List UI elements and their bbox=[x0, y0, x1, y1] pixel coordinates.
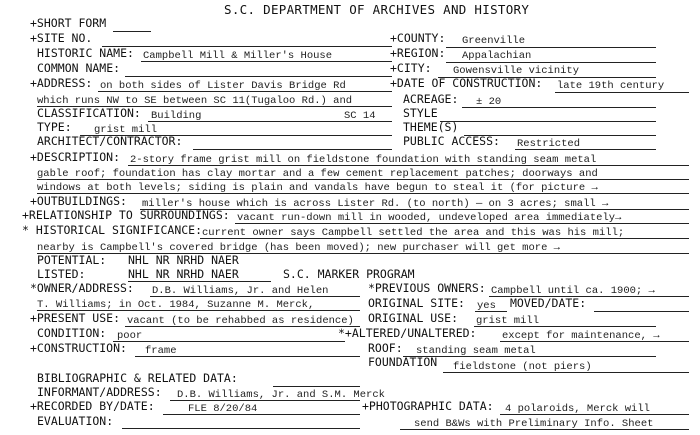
classification-value: Building bbox=[151, 110, 202, 122]
informant-value: D.B. Williams, Jr. and S.M. Merck bbox=[177, 389, 385, 401]
style-line bbox=[440, 121, 656, 122]
city-value: Gowensville vicinity bbox=[453, 65, 580, 77]
present-use-label: +PRESENT USE: bbox=[30, 311, 121, 325]
historical-significance-label: * HISTORICAL SIGNIFICANCE: bbox=[22, 223, 203, 237]
description-label: +DESCRIPTION: bbox=[30, 150, 121, 164]
county-value: Greenville bbox=[462, 35, 526, 47]
recorded-by-label: +RECORDED BY/DATE: bbox=[30, 399, 155, 413]
informant-label: INFORMANT/ADDRESS: bbox=[37, 385, 162, 399]
short-form-line bbox=[113, 31, 151, 32]
construction-label: +CONSTRUCTION: bbox=[30, 341, 127, 355]
common-name-label: COMMON NAME: bbox=[37, 61, 121, 75]
owner-address-label: *OWNER/ADDRESS: bbox=[30, 281, 134, 295]
classification-label: CLASSIFICATION: bbox=[37, 106, 141, 120]
evaluation-line bbox=[122, 428, 360, 429]
roof-line bbox=[403, 356, 656, 357]
form-title: S.C. DEPARTMENT OF ARCHIVES AND HISTORY bbox=[224, 2, 530, 17]
present-use-value: vacant (to be rehabbed as residence) bbox=[127, 315, 354, 327]
public-access-label: PUBLIC ACCESS: bbox=[403, 134, 500, 148]
outbuildings-value: miller's house which is across Lister Rd. (to north) — on 3 acres; small → bbox=[142, 198, 609, 210]
type-label: TYPE: bbox=[37, 120, 72, 134]
condition-value: poor bbox=[117, 330, 143, 342]
outbuildings-label: +OUTBUILDINGS: bbox=[30, 194, 127, 208]
site-no-label: +SITE NO. bbox=[30, 31, 93, 45]
roof-label: ROOF: bbox=[368, 341, 403, 355]
foundation-value: fieldstone (not piers) bbox=[453, 361, 592, 373]
date-of-construction-line bbox=[555, 92, 689, 93]
historic-name-value: Campbell Mill & Miller's House bbox=[143, 50, 333, 62]
description-line-1: 2-story frame grist mill on fieldstone foundation with standing seam metal bbox=[130, 154, 597, 166]
region-value: Appalachian bbox=[462, 50, 532, 62]
owner-line-1: D.B. Williams, Jr. and Helen bbox=[152, 285, 329, 297]
description-line-2: gable roof; foundation has clay mortar and a few cement replacement patches; doorways and bbox=[37, 168, 598, 180]
photo-line-1: 4 polaroids, Merck will bbox=[505, 403, 650, 415]
original-use-label: ORIGINAL USE: bbox=[368, 311, 459, 325]
altered-value: except for maintenance, → bbox=[502, 330, 660, 342]
public-access-line bbox=[515, 149, 656, 150]
bibliographic-line bbox=[273, 386, 360, 387]
county-label: +COUNTY: bbox=[390, 31, 446, 45]
condition-line bbox=[113, 341, 345, 342]
condition-label: CONDITION: bbox=[37, 326, 107, 340]
foundation-label: FOUNDATION bbox=[368, 355, 438, 369]
short-form-label: +SHORT FORM bbox=[30, 16, 107, 30]
relationship-value: vacant run-down mill in wooded, undeveloped area immediately→ bbox=[237, 212, 622, 224]
public-access-value: Restricted bbox=[517, 138, 581, 150]
description-line-2-rule bbox=[37, 179, 689, 180]
site-no-line bbox=[102, 46, 392, 47]
recorded-by-line bbox=[163, 414, 360, 415]
architect-label: ARCHITECT/CONTRACTOR: bbox=[37, 134, 183, 148]
construction-line bbox=[135, 356, 360, 357]
significance-line-2: nearby is Campbell's covered bridge (has been moved); new purchaser will get more → bbox=[37, 242, 560, 254]
address-label: +ADDRESS: bbox=[30, 76, 93, 90]
acreage-line bbox=[462, 107, 656, 108]
foundation-line bbox=[443, 372, 689, 373]
original-use-line bbox=[474, 326, 656, 327]
listed-label: LISTED: bbox=[37, 267, 86, 281]
significance-line-1: current owner says Campbell settled the area and this was his mill; bbox=[202, 227, 625, 239]
address-line-2: which runs NW to SE between SC 11(Tugaloo Rd.) and bbox=[37, 95, 353, 107]
informant-line bbox=[170, 400, 360, 401]
roof-value: standing seam metal bbox=[416, 345, 536, 357]
potential-label: POTENTIAL: bbox=[37, 253, 107, 267]
description-line-3: windows at both levels; siding is plain and vandals have begun to steal it (for picture → bbox=[37, 182, 598, 194]
photo-line-1-rule bbox=[500, 414, 689, 415]
recorded-by-value: FLE 8/20/84 bbox=[188, 403, 258, 415]
previous-owners-label: *PREVIOUS OWNERS: bbox=[368, 281, 486, 295]
evaluation-label: EVALUATION: bbox=[37, 414, 114, 428]
bibliographic-label: BIBLIOGRAPHIC & RELATED DATA: bbox=[37, 371, 238, 385]
common-name-line bbox=[125, 76, 392, 77]
photo-line-2-rule bbox=[400, 429, 689, 430]
altered-line bbox=[500, 341, 689, 342]
previous-owners-value: Campbell until ca. 1900; → bbox=[491, 285, 655, 297]
owner-line-1-rule bbox=[150, 296, 360, 297]
classification-line bbox=[148, 121, 392, 122]
date-of-construction-value: late 19th century bbox=[557, 80, 665, 92]
county-line bbox=[446, 47, 656, 48]
photo-line-2: send B&Ws with Preliminary Info. Sheet bbox=[414, 418, 654, 430]
region-line bbox=[446, 62, 656, 63]
region-label: +REGION: bbox=[390, 46, 446, 60]
construction-value: frame bbox=[145, 345, 177, 357]
present-use-line bbox=[125, 326, 360, 327]
original-use-value: grist mill bbox=[476, 315, 540, 327]
photographic-data-label: +PHOTOGRAPHIC DATA: bbox=[362, 399, 494, 413]
original-site-label: ORIGINAL SITE: bbox=[368, 296, 465, 310]
relationship-label: +RELATIONSHIP TO SURROUNDINGS: bbox=[22, 208, 230, 222]
altered-label: *+ALTERED/UNALTERED: bbox=[338, 326, 477, 340]
historic-name-line bbox=[141, 61, 392, 62]
address-line-1-rule bbox=[98, 91, 392, 92]
listed-codes: NHL NR NRHD NAER bbox=[128, 267, 239, 281]
owner-line-2: T. Williams; in Oct. 1984, Suzanne M. Merck, bbox=[37, 299, 315, 311]
acreage-label: ACREAGE: bbox=[403, 92, 459, 106]
description-line-3-rule bbox=[37, 193, 689, 194]
original-site-line bbox=[475, 311, 507, 312]
moved-date-line bbox=[594, 311, 689, 312]
address-line-1: on both sides of Lister Davis Bridge Rd bbox=[100, 80, 346, 92]
description-line-1-rule bbox=[128, 165, 689, 166]
type-value: grist mill bbox=[94, 124, 158, 136]
relationship-line bbox=[235, 223, 689, 224]
significance-line-1-rule bbox=[200, 238, 689, 239]
classification-road: SC 14 bbox=[344, 110, 376, 122]
architect-line bbox=[193, 149, 392, 150]
potential-codes: NHL NR NRHD NAER bbox=[128, 253, 239, 267]
style-label: STYLE bbox=[403, 106, 438, 120]
original-site-value: yes bbox=[477, 300, 496, 312]
themes-label: THEME(S) bbox=[403, 120, 459, 134]
city-label: +CITY: bbox=[390, 61, 432, 75]
marker-program-label: S.C. MARKER PROGRAM bbox=[283, 267, 415, 281]
moved-date-label: MOVED/DATE: bbox=[510, 296, 587, 310]
historic-name-label: HISTORIC NAME: bbox=[37, 46, 134, 60]
acreage-value: ± 20 bbox=[476, 96, 502, 108]
date-of-construction-label: +DATE OF CONSTRUCTION: bbox=[390, 76, 543, 90]
listed-codes-underline bbox=[128, 281, 271, 282]
